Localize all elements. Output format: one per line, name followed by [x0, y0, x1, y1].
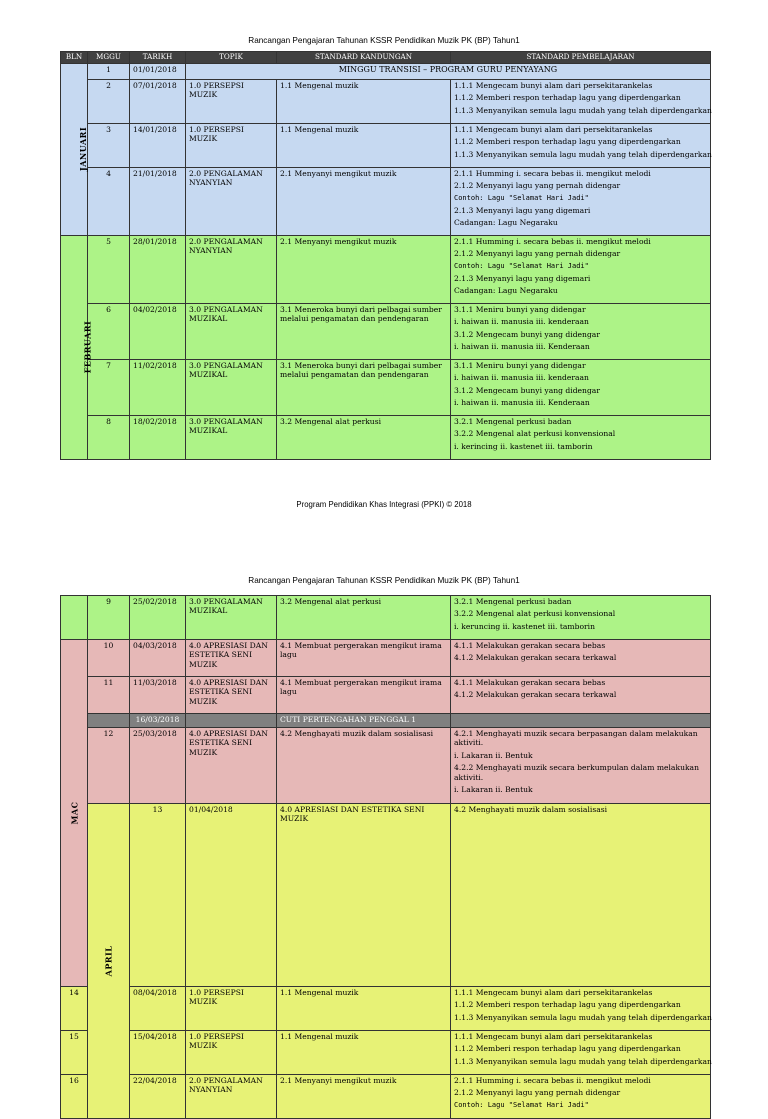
learning-standard-item: 3.1.2 Mengecam bunyi yang didengar [454, 385, 600, 395]
learning-standard-cell [451, 168, 711, 236]
page-title-2: Rancangan Pengajaran Tahunan KSSR Pendidikan Muzik PK (BP) Tahun1 [248, 576, 520, 585]
content-standard-cell: 2.1 Menyanyi mengikut muzik [277, 236, 451, 304]
learning-standard-item: 2.1.2 Menyanyi lagu yang pernah didengar [454, 181, 621, 191]
topic-cell: 2.0 PENGALAMAN NYANYIAN [186, 236, 277, 304]
topic-cell: 1.0 PERSEPSI MUZIK [186, 1030, 277, 1074]
table-row [61, 1030, 711, 1074]
table-row [61, 304, 711, 360]
date-cell: 18/02/2018 [130, 416, 186, 460]
topic-cell: 2.0 PENGALAMAN NYANYIAN [186, 168, 277, 236]
table-header-row [61, 52, 711, 64]
table-row [61, 168, 711, 236]
learning-standard-item: i. kerincing ii. kastenet iii. tamborin [454, 441, 593, 451]
holiday-row [61, 714, 711, 728]
learning-standard-item: i. haiwan ii. manusia iii. Kenderaan [454, 342, 590, 352]
learning-standard-item: 1.1.3 Menyanyikan semula lagu mudah yang telah diperdengarkan [454, 149, 712, 159]
learning-standard-item: 3.1.1 Meniru bunyi yang didengar [454, 361, 586, 370]
learning-standard-item: 2.1.1 Humming i. secara bebas ii. mengikut melodi [454, 237, 651, 246]
learning-standard-example: Contoh: Lagu "Selamat Hari Jadi" [454, 1100, 589, 1109]
header-bln: BLN [61, 52, 88, 64]
learning-standard-cell [451, 80, 711, 124]
table-row [61, 804, 711, 987]
learning-standard-item: 2.1.1 Humming i. secara bebas ii. mengikut melodi [454, 1075, 651, 1085]
content-standard-cell: 1.1 Mengenal muzik [277, 1030, 451, 1074]
week-cell: 10 [88, 640, 130, 677]
week-cell: 3 [88, 124, 130, 168]
lesson-plan-table-2 [60, 595, 711, 1119]
learning-standard-item: 1.1.2 Memberi respon terhadap lagu yang diperdengarkan [454, 93, 681, 103]
date-cell: 04/03/2018 [130, 640, 186, 677]
content-standard-cell: 4.1 Membuat pergerakan mengikut irama lagu [277, 640, 451, 677]
learning-standard-item: 3.1.1 Meniru bunyi yang didengar [454, 305, 586, 314]
table-row [61, 360, 711, 416]
content-standard-cell: 3.1 Meneroka bunyi dari pelbagai sumber melalui pengamatan dan pendengaran [277, 304, 451, 360]
topic-cell: 2.0 PENGALAMAN NYANYIAN [186, 1074, 277, 1118]
topic-cell: 1.0 PERSEPSI MUZIK [186, 124, 277, 168]
learning-standard-item: 3.1.2 Mengecam bunyi yang didengar [454, 329, 600, 339]
learning-standard-item: 1.1.3 Menyanyikan semula lagu mudah yang telah diperdengarkan [454, 105, 712, 115]
topic-cell: 1.0 PERSEPSI MUZIK [186, 80, 277, 124]
topic-cell: 3.0 PENGALAMAN MUZIKAL [186, 360, 277, 416]
learning-standard-item: 1.1.2 Memberi respon terhadap lagu yang diperdengarkan [454, 1000, 681, 1010]
topic-cell: 4.0 APRESIASI DAN ESTETIKA SENI MUZIK [186, 677, 277, 714]
learning-standard-item: 1.1.2 Memberi respon terhadap lagu yang diperdengarkan [454, 1044, 681, 1054]
learning-standard-example: Contoh: Lagu "Selamat Hari Jadi" [454, 193, 589, 202]
learning-standard-item: i. keruncing ii. kastenet iii. tamborin [454, 621, 595, 631]
date-cell: 11/02/2018 [130, 360, 186, 416]
page-title: Rancangan Pengajaran Tahunan KSSR Pendidikan Muzik PK (BP) Tahun1 [248, 36, 520, 45]
learning-standard-item: 1.1.3 Menyanyikan semula lagu mudah yang telah diperdengarkan [454, 1012, 712, 1022]
learning-standard-item: Cadangan: Lagu Negaraku [454, 218, 558, 228]
learning-standard-cell [451, 714, 711, 728]
topic-cell: 4.0 APRESIASI DAN ESTETIKA SENI MUZIK [186, 728, 277, 804]
date-cell: 01/04/2018 [186, 804, 277, 987]
learning-standard-item: 4.2.2 Menghayati muzik secara berkumpulan dalam melakukan aktiviti. [454, 763, 699, 782]
header-standard-kandungan: STANDARD KANDUNGAN [277, 52, 451, 64]
content-standard-cell: 1.1 Mengenal muzik [277, 986, 451, 1030]
header-tarikh: TARIKH [130, 52, 186, 64]
week-cell: 6 [88, 304, 130, 360]
content-standard-cell: 1.1 Mengenal muzik [277, 80, 451, 124]
content-standard-cell: 3.2 Mengenal alat perkusi [277, 596, 451, 640]
learning-standard-item: i. haiwan ii. manusia iii. kenderaan [454, 373, 589, 383]
page-footer: Program Pendidikan Khas Integrasi (PPKI) © 2018 [296, 500, 472, 509]
date-cell: 25/03/2018 [130, 728, 186, 804]
learning-standard-cell [451, 304, 711, 360]
learning-standard-item: 2.1.3 Menyanyi lagu yang digemari [454, 205, 591, 215]
topic-cell: 4.0 APRESIASI DAN ESTETIKA SENI MUZIK [277, 804, 451, 987]
learning-standard-item: 3.2.1 Mengenal perkusi badan [454, 597, 572, 606]
content-standard-cell: 2.1 Menyanyi mengikut muzik [277, 1074, 451, 1118]
content-standard-cell: 4.1 Membuat pergerakan mengikut irama lagu [277, 677, 451, 714]
date-cell: 01/01/2018 [130, 64, 186, 80]
week-cell: 7 [88, 360, 130, 416]
week-cell: 12 [88, 728, 130, 804]
topic-cell: 3.0 PENGALAMAN MUZIKAL [186, 304, 277, 360]
learning-standard-cell [451, 360, 711, 416]
week-cell: 1 [88, 64, 130, 80]
week-cell: 2 [88, 80, 130, 124]
learning-standard-cell [451, 124, 711, 168]
week-cell: 5 [88, 236, 130, 304]
date-cell: 15/04/2018 [130, 1030, 186, 1074]
date-cell: 16/03/2018 [130, 714, 186, 728]
learning-standard-item: i. Lakaran ii. Bentuk [454, 785, 533, 795]
week-cell: 15 [61, 1030, 88, 1074]
learning-standard-cell [451, 986, 711, 1030]
header-topik: TOPIK [186, 52, 277, 64]
table-row [61, 1074, 711, 1118]
week-cell: 16 [61, 1074, 88, 1118]
table-row [61, 236, 711, 304]
date-cell: 07/01/2018 [130, 80, 186, 124]
topic-cell [186, 714, 277, 728]
table-row [61, 640, 711, 677]
learning-standard-item: i. haiwan ii. manusia iii. Kenderaan [454, 398, 590, 408]
holiday-label: CUTI PERTENGAHAN PENGGAL 1 [277, 714, 451, 728]
week-cell: 9 [88, 596, 130, 640]
learning-standard-example: Contoh: Lagu "Selamat Hari Jadi" [454, 261, 589, 270]
lesson-plan-table-1 [60, 51, 711, 460]
learning-standard-item: 1.1.2 Memberi respon terhadap lagu yang diperdengarkan [454, 137, 681, 147]
learning-standard-cell [451, 1074, 711, 1118]
learning-standard-item: Cadangan: Lagu Negaraku [454, 286, 558, 296]
date-cell: 25/02/2018 [130, 596, 186, 640]
learning-standard-item: 4.1.1 Melakukan gerakan secara bebas [454, 678, 606, 687]
table-row [61, 596, 711, 640]
month-cell-februari: FEBRUARI [61, 236, 88, 460]
topic-cell: 3.0 PENGALAMAN MUZIKAL [186, 416, 277, 460]
date-cell: 14/01/2018 [130, 124, 186, 168]
header-mggu: MGGU [88, 52, 130, 64]
transition-week-cell: MINGGU TRANSISI – PROGRAM GURU PENYAYANG [186, 64, 711, 80]
table-row [61, 80, 711, 124]
learning-standard-cell [451, 416, 711, 460]
learning-standard-item: 3.2.2 Mengenal alat perkusi konvensional [454, 609, 616, 619]
month-cell-april: APRIL [88, 804, 130, 1119]
date-cell: 21/01/2018 [130, 168, 186, 236]
learning-standard-cell [451, 1030, 711, 1074]
table-row [61, 124, 711, 168]
table-row [61, 416, 711, 460]
content-standard-cell: 1.1 Mengenal muzik [277, 124, 451, 168]
month-cell-januari: JANUARI [61, 64, 88, 236]
learning-standard-item: 2.1.3 Menyanyi lagu yang digemari [454, 273, 591, 283]
learning-standard-cell [451, 640, 711, 677]
learning-standard-item: 4.1.2 Melakukan gerakan secara terkawal [454, 690, 617, 700]
learning-standard-item: 1.1.1 Mengecam bunyi alam dari persekitarankelas [454, 81, 653, 90]
content-standard-cell: 3.1 Meneroka bunyi dari pelbagai sumber melalui pengamatan dan pendengaran [277, 360, 451, 416]
table-row [61, 677, 711, 714]
content-standard-cell: 2.1 Menyanyi mengikut muzik [277, 168, 451, 236]
learning-standard-item: 2.1.1 Humming i. secara bebas ii. mengikut melodi [454, 169, 651, 178]
week-cell: 4 [88, 168, 130, 236]
date-cell: 11/03/2018 [130, 677, 186, 714]
topic-cell: 1.0 PERSEPSI MUZIK [186, 986, 277, 1030]
content-standard-cell: 4.2 Menghayati muzik dalam sosialisasi [451, 804, 711, 987]
date-cell: 04/02/2018 [130, 304, 186, 360]
learning-standard-item: 1.1.1 Mengecam bunyi alam dari persekitarankelas [454, 125, 653, 134]
header-standard-pembelajaran: STANDARD PEMBELAJARAN [451, 52, 711, 64]
learning-standard-item: 4.1.2 Melakukan gerakan secara terkawal [454, 653, 617, 663]
date-cell: 22/04/2018 [130, 1074, 186, 1118]
week-cell: 11 [88, 677, 130, 714]
learning-standard-item: 4.2.1 Menghayati muzik secara berpasangan dalam melakukan aktiviti. [454, 729, 698, 748]
date-cell: 28/01/2018 [130, 236, 186, 304]
learning-standard-cell [451, 677, 711, 714]
learning-standard-item: 3.2.2 Mengenal alat perkusi konvensional [454, 429, 616, 439]
table-row [61, 64, 711, 80]
learning-standard-item: 1.1.3 Menyanyikan semula lagu mudah yang telah diperdengarkan [454, 1056, 712, 1066]
learning-standard-item: 1.1.1 Mengecam bunyi alam dari persekitarankelas [454, 987, 653, 997]
date-cell: 08/04/2018 [130, 986, 186, 1030]
week-cell [88, 714, 130, 728]
learning-standard-cell [451, 728, 711, 804]
content-standard-cell: 3.2 Mengenal alat perkusi [277, 416, 451, 460]
table-row [61, 728, 711, 804]
learning-standard-item: 4.1.1 Melakukan gerakan secara bebas [454, 641, 606, 650]
learning-standard-item: 1.1.1 Mengecam bunyi alam dari persekitarankelas [454, 1031, 653, 1041]
content-standard-cell: 4.2 Menghayati muzik dalam sosialisasi [277, 728, 451, 804]
week-cell: 8 [88, 416, 130, 460]
learning-standard-cell [451, 596, 711, 640]
learning-standard-item: i. Lakaran ii. Bentuk [454, 750, 533, 760]
month-cell-mac: MAC [61, 640, 88, 987]
month-cell-blank [61, 596, 88, 640]
learning-standard-item: 3.2.1 Mengenal perkusi badan [454, 417, 572, 426]
week-cell: 13 [130, 804, 186, 987]
learning-standard-item: i. haiwan ii. manusia iii. kenderaan [454, 317, 589, 327]
topic-cell: 3.0 PENGALAMAN MUZIKAL [186, 596, 277, 640]
learning-standard-item: 2.1.2 Menyanyi lagu yang pernah didengar [454, 249, 621, 259]
learning-standard-item: 2.1.2 Menyanyi lagu yang pernah didengar [454, 1088, 621, 1098]
table-row [61, 986, 711, 1030]
topic-cell: 4.0 APRESIASI DAN ESTETIKA SENI MUZIK [186, 640, 277, 677]
learning-standard-cell [451, 236, 711, 304]
week-cell: 14 [61, 986, 88, 1030]
